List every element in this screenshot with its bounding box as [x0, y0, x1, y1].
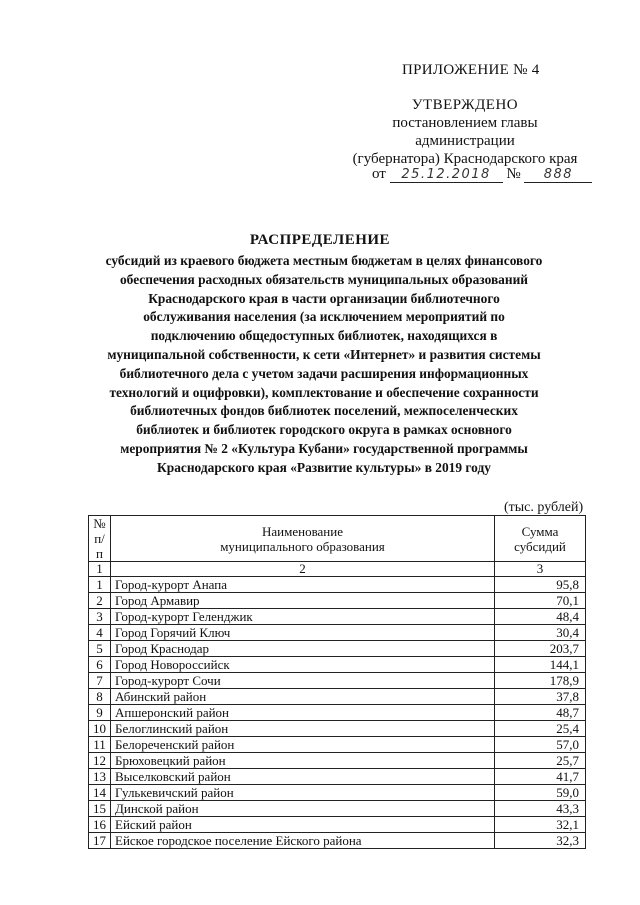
subtitle-line: библиотечных фондов библиотек поселений, межпоселенческих — [130, 403, 518, 419]
number-label: № — [506, 166, 521, 182]
table-row — [89, 721, 586, 737]
row-number: 11 — [89, 737, 111, 753]
row-number: 5 — [89, 641, 111, 657]
subtitle-line: подключению общедоступных библиотек, находящихся в — [150, 328, 498, 344]
table-row — [89, 673, 586, 689]
header-no: № п/п — [89, 516, 111, 562]
subsidy-amount: 203,7 — [495, 641, 586, 657]
subtitle-line: муниципальной собственности, к сети «Интернет» и развития системы — [107, 346, 541, 362]
subsidy-amount: 32,1 — [495, 817, 586, 833]
municipality-name: Белореченский район — [111, 737, 495, 753]
column-number: 1 — [89, 562, 111, 577]
subtitle-line: библиотечного дела с учетом задачи расширения информационных — [119, 365, 529, 381]
subsidy-amount: 25,4 — [495, 721, 586, 737]
row-number: 15 — [89, 801, 111, 817]
row-number: 13 — [89, 769, 111, 785]
column-number: 2 — [111, 562, 495, 577]
from-label: от — [372, 166, 386, 182]
municipality-name: Апшеронский район — [111, 705, 495, 721]
document-title: РАСПРЕДЕЛЕНИЕ — [249, 232, 391, 248]
header-sum: Сумма субсидий — [495, 516, 586, 562]
municipality-name: Город Горячий Ключ — [111, 625, 495, 641]
municipality-name: Белоглинский район — [111, 721, 495, 737]
handwritten-number: 888 — [524, 168, 592, 183]
document-subtitle — [70, 252, 578, 478]
row-number: 17 — [89, 833, 111, 849]
row-number: 9 — [89, 705, 111, 721]
table-row — [89, 785, 586, 801]
municipality-name: Динской район — [111, 801, 495, 817]
table-row — [89, 833, 586, 849]
municipality-name: Ейский район — [111, 817, 495, 833]
table-row — [89, 641, 586, 657]
subsidy-amount: 25,7 — [495, 753, 586, 769]
subsidy-amount: 30,4 — [495, 625, 586, 641]
units-label: (тыс. рублей) — [504, 500, 584, 515]
subsidy-amount: 48,4 — [495, 609, 586, 625]
subtitle-line: субсидий из краевого бюджета местным бюджетам в целях финансового — [105, 253, 543, 268]
subsidy-amount: 41,7 — [495, 769, 586, 785]
row-number: 14 — [89, 785, 111, 801]
table-row — [89, 769, 586, 785]
approval-line-1: постановлением главы — [392, 115, 538, 131]
table-row — [89, 593, 586, 609]
approval-date-line — [372, 166, 592, 183]
subtitle-line: обеспечения расходных обязательств муниципальных образований — [119, 271, 529, 287]
column-number: 3 — [495, 562, 586, 577]
table-row — [89, 609, 586, 625]
subsidy-amount: 95,8 — [495, 577, 586, 593]
table-column-numbers-row — [89, 562, 586, 577]
approval-line-3: (губернатора) Краснодарского края — [352, 151, 578, 167]
municipality-name: Абинский район — [111, 689, 495, 705]
municipality-name: Город Армавир — [111, 593, 495, 609]
annex-label: ПРИЛОЖЕНИЕ № 4 — [402, 62, 540, 78]
approval-line-2: администрации — [415, 133, 515, 149]
municipality-name: Город-курорт Анапа — [111, 577, 495, 593]
subtitle-line: Краснодарского края в части организации библиотечного — [148, 290, 500, 306]
table-row — [89, 625, 586, 641]
row-number: 6 — [89, 657, 111, 673]
subsidy-amount: 37,8 — [495, 689, 586, 705]
subsidy-amount: 57,0 — [495, 737, 586, 753]
subsidy-amount: 59,0 — [495, 785, 586, 801]
subtitle-line: Краснодарского края «Развитие культуры» в 2019 году — [157, 459, 491, 475]
row-number: 8 — [89, 689, 111, 705]
subsidy-amount: 70,1 — [495, 593, 586, 609]
table-row — [89, 801, 586, 817]
row-number: 10 — [89, 721, 111, 737]
subsidy-amount: 178,9 — [495, 673, 586, 689]
municipality-name: Гулькевичский район — [111, 785, 495, 801]
row-number: 7 — [89, 673, 111, 689]
municipality-name: Брюховецкий район — [111, 753, 495, 769]
municipality-name: Ейское городское поселение Ейского района — [111, 833, 495, 849]
subsidy-amount: 144,1 — [495, 657, 586, 673]
municipality-name: Выселковский район — [111, 769, 495, 785]
row-number: 4 — [89, 625, 111, 641]
table-header-row — [89, 516, 586, 562]
table-row — [89, 705, 586, 721]
table-row — [89, 753, 586, 769]
subtitle-line: обслуживания населения (за исключением мероприятий по — [143, 309, 505, 325]
subsidy-amount: 43,3 — [495, 801, 586, 817]
row-number: 2 — [89, 593, 111, 609]
table-row — [89, 689, 586, 705]
subtitle-line: технологий и оцифровки), комплектование и обеспечение сохранности — [109, 384, 539, 400]
handwritten-date: 25.12.2018 — [390, 168, 503, 183]
table-row — [89, 817, 586, 833]
row-number: 12 — [89, 753, 111, 769]
subsidy-table — [88, 515, 586, 849]
header-name: Наименование муниципального образования — [111, 516, 495, 562]
subtitle-line: библиотек и библиотек городского округа в рамках основного — [136, 422, 512, 438]
municipality-name: Город-курорт Сочи — [111, 673, 495, 689]
table-row — [89, 577, 586, 593]
municipality-name: Город Краснодар — [111, 641, 495, 657]
table-row — [89, 737, 586, 753]
approval-heading: УТВЕРЖДЕНО — [411, 97, 519, 113]
municipality-name: Город Новороссийск — [111, 657, 495, 673]
subsidy-amount: 32,3 — [495, 833, 586, 849]
table-row — [89, 657, 586, 673]
row-number: 3 — [89, 609, 111, 625]
approval-block — [350, 96, 580, 168]
municipality-name: Город-курорт Геленджик — [111, 609, 495, 625]
subtitle-line: мероприятия № 2 «Культура Кубани» государственной программы — [120, 440, 528, 456]
subsidy-amount: 48,7 — [495, 705, 586, 721]
row-number: 16 — [89, 817, 111, 833]
row-number: 1 — [89, 577, 111, 593]
